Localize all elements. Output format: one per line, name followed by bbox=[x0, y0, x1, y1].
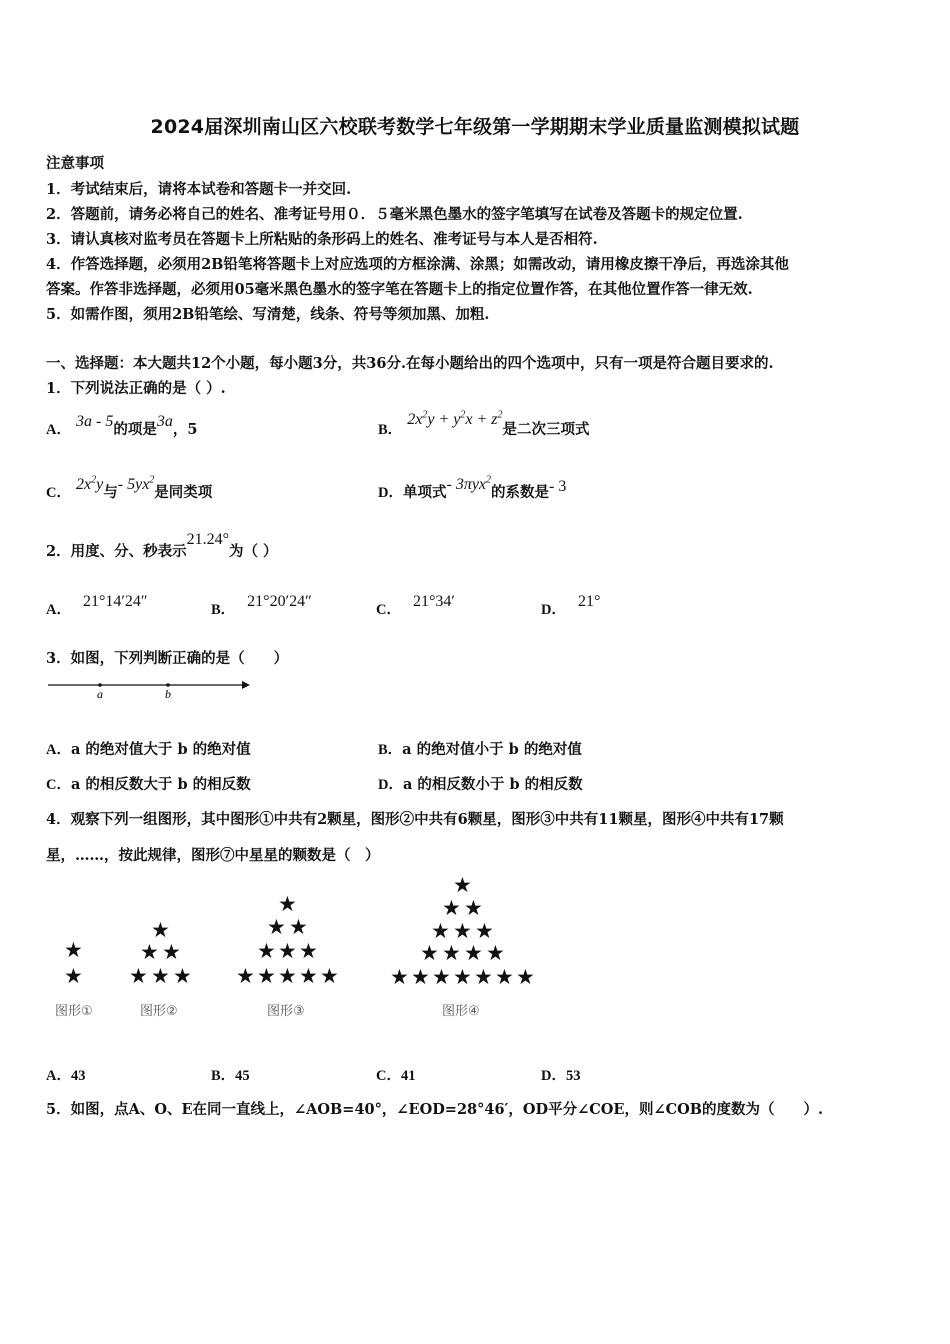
q3-option-d bbox=[378, 773, 583, 794]
q1d-value: - 3 bbox=[549, 478, 567, 495]
star-icon: ★ bbox=[299, 964, 318, 988]
option-label: B． bbox=[211, 602, 236, 618]
option-value: 21°20′24″ bbox=[247, 593, 312, 610]
star-icon: ★ bbox=[267, 915, 286, 939]
page-title: 2024届深圳南山区六校联考数学七年级第一学期期末学业质量监测模拟试题 bbox=[150, 116, 800, 138]
question-2-stem bbox=[46, 531, 278, 561]
q1b-text: 是二次三项式 bbox=[502, 421, 590, 438]
q1-option-b bbox=[378, 409, 590, 439]
number-line-figure bbox=[46, 676, 256, 702]
q1a-expression-2: 3a bbox=[156, 413, 173, 430]
option-label: A． bbox=[46, 602, 71, 618]
q3-option-a bbox=[46, 738, 251, 759]
star-icon: ★ bbox=[278, 892, 297, 916]
star-icon: ★ bbox=[64, 964, 83, 988]
notice-heading: 注意事项 bbox=[46, 155, 104, 172]
notice-item: 答案。作答非选择题，必须用05毫米黑色墨水的签字笔在答题卡上的指定位置作答，在其他位置作答一律无效. bbox=[46, 281, 753, 298]
option-label: A． bbox=[46, 742, 71, 758]
option-value: 41 bbox=[400, 1068, 416, 1084]
figure-caption: 图形② bbox=[140, 1004, 178, 1019]
star-icon: ★ bbox=[289, 915, 308, 939]
notice-item: 4．作答选择题，必须用2B铅笔将答题卡上对应选项的方框涂满、涂黑；如需改动，请用橡皮擦干净后，再选涂其他 bbox=[46, 256, 789, 273]
star-icon: ★ bbox=[162, 940, 181, 964]
q2-option-b bbox=[211, 593, 312, 619]
star-icon: ★ bbox=[442, 896, 461, 920]
star-icon: ★ bbox=[432, 965, 451, 989]
q1b-expression: $2x^2y + y^2x + z^2$ bbox=[407, 409, 503, 428]
option-label: C． bbox=[376, 1068, 401, 1084]
q1-option-d bbox=[378, 474, 567, 502]
question-5-stem: 5．如图，点A、O、E在同一直线上，∠AOB=40°，∠EOD=28°46′，OD平分∠COE，则∠COB的度数为（ ）. bbox=[46, 1101, 824, 1118]
figure-caption: 图形① bbox=[55, 1004, 93, 1019]
point-b-label: b bbox=[165, 687, 171, 701]
q1c-text: 与 bbox=[103, 484, 118, 501]
option-label: D． bbox=[541, 1068, 566, 1084]
option-label: A． bbox=[46, 1068, 71, 1084]
star-icon: ★ bbox=[129, 964, 148, 988]
option-label: D． bbox=[541, 602, 566, 618]
q1a-tail: ，5 bbox=[172, 421, 198, 438]
q1a-expression: 3a - 5 bbox=[76, 413, 114, 430]
question-4-stem-line1: 4．观察下列一组图形，其中图形①中共有2颗星，图形②中共有6颗星，图形③中共有11颗星，图形④中共有17颗 bbox=[46, 811, 784, 828]
star-icon: ★ bbox=[453, 919, 472, 943]
star-icon: ★ bbox=[431, 919, 450, 943]
notice-item: 5．如需作图，须用2B铅笔绘、写清楚，线条、符号等须加黑、加粗. bbox=[46, 306, 490, 323]
star-icon: ★ bbox=[411, 965, 430, 989]
option-label: C． bbox=[376, 602, 401, 618]
star-icon: ★ bbox=[390, 965, 409, 989]
star-icon: ★ bbox=[420, 941, 439, 965]
q2-option-a bbox=[46, 593, 148, 619]
q2-tail: 为（ ） bbox=[229, 543, 278, 560]
option-value: 21°34′ bbox=[412, 593, 455, 610]
star-pattern-figure bbox=[0, 870, 950, 1030]
figure-caption: 图形③ bbox=[267, 1004, 305, 1019]
option-label: D．单项式 bbox=[378, 485, 447, 501]
star-icon: ★ bbox=[151, 964, 170, 988]
q2-value: 21.24° bbox=[186, 531, 229, 548]
option-label: B． bbox=[378, 742, 403, 758]
q4-option-b bbox=[211, 1064, 250, 1085]
star-icon: ★ bbox=[464, 896, 483, 920]
number-line-arrow bbox=[242, 681, 250, 689]
star-icon: ★ bbox=[299, 939, 318, 963]
star-icon: ★ bbox=[320, 964, 339, 988]
star-icon: ★ bbox=[140, 940, 159, 964]
q2-option-c bbox=[376, 593, 455, 619]
option-value: 21° bbox=[577, 593, 601, 610]
question-1-stem: 1．下列说法正确的是（ ）. bbox=[46, 380, 226, 397]
star-icon: ★ bbox=[236, 964, 255, 988]
star-icon: ★ bbox=[453, 965, 472, 989]
star-icon: ★ bbox=[278, 964, 297, 988]
question-3-stem: 3．如图，下列判断正确的是（ ） bbox=[46, 650, 289, 667]
star-icon: ★ bbox=[64, 938, 83, 962]
section-heading: 一、选择题：本大题共12个小题，每小题3分，共36分.在每小题给出的四个选项中，只有一项是符合题目要求的. bbox=[46, 355, 774, 372]
star-icon: ★ bbox=[516, 965, 535, 989]
option-text: a 的相反数大于 b 的相反数 bbox=[70, 776, 251, 793]
star-icon: ★ bbox=[257, 964, 276, 988]
question-4-stem-line2: 星，……，按此规律，图形⑦中星星的颗数是（ ） bbox=[46, 847, 380, 864]
star-icon: ★ bbox=[464, 941, 483, 965]
star-icon: ★ bbox=[442, 941, 461, 965]
q3-option-b bbox=[378, 738, 582, 759]
q2-stem-text: 2．用度、分、秒表示 bbox=[46, 543, 187, 560]
notice-item: 3．请认真核对监考员在答题卡上所粘贴的条形码上的姓名、准考证号与本人是否相符. bbox=[46, 231, 598, 248]
option-value: 45 bbox=[235, 1068, 250, 1084]
q1c-expression-2: - $5yx^2$ bbox=[117, 474, 155, 493]
option-text: a 的绝对值大于 b 的绝对值 bbox=[70, 741, 251, 758]
point-a-label: a bbox=[97, 687, 103, 701]
option-label: B． bbox=[378, 422, 403, 438]
star-icon: ★ bbox=[453, 873, 472, 897]
q3-option-c bbox=[46, 773, 251, 794]
option-value: 53 bbox=[565, 1068, 581, 1084]
option-label: A． bbox=[46, 422, 71, 438]
q4-option-d bbox=[541, 1064, 580, 1085]
figure-caption: 图形④ bbox=[442, 1004, 480, 1019]
q4-option-a bbox=[46, 1064, 85, 1085]
star-icon: ★ bbox=[486, 941, 505, 965]
q1d-text: 的系数是 bbox=[491, 484, 550, 501]
option-text: a 的相反数小于 b 的相反数 bbox=[402, 776, 583, 793]
option-label: B． bbox=[211, 1068, 236, 1084]
q1-option-c bbox=[46, 474, 213, 502]
star-icon: ★ bbox=[495, 965, 514, 989]
star-icon: ★ bbox=[474, 965, 493, 989]
q1a-text: 的项是 bbox=[113, 421, 157, 438]
option-label: D． bbox=[378, 777, 403, 793]
star-icon: ★ bbox=[475, 919, 494, 943]
option-value: 21°14′24″ bbox=[82, 593, 148, 610]
option-label: C． bbox=[46, 485, 71, 501]
star-icon: ★ bbox=[257, 939, 276, 963]
q4-option-c bbox=[376, 1064, 415, 1085]
q1c-expression-1: $2x^2y$ bbox=[76, 474, 104, 493]
star-icon: ★ bbox=[173, 964, 192, 988]
notice-item: 1．考试结束后，请将本试卷和答题卡一并交回. bbox=[46, 181, 352, 198]
option-label: C． bbox=[46, 777, 71, 793]
notice-item: 2．答题前，请务必将自己的姓名、准考证号用０．５毫米黑色墨水的签字笔填写在试卷及答题卡的规定位置. bbox=[46, 206, 743, 223]
q1c-tail: 是同类项 bbox=[154, 484, 213, 501]
option-text: a 的绝对值小于 b 的绝对值 bbox=[402, 741, 582, 758]
q1-option-a bbox=[46, 413, 198, 439]
star-icon: ★ bbox=[151, 918, 170, 942]
option-value: 43 bbox=[70, 1068, 86, 1084]
q1d-expression: - 3πyx$^2$ bbox=[446, 474, 492, 493]
star-icon: ★ bbox=[278, 939, 297, 963]
q2-option-d bbox=[541, 593, 601, 619]
